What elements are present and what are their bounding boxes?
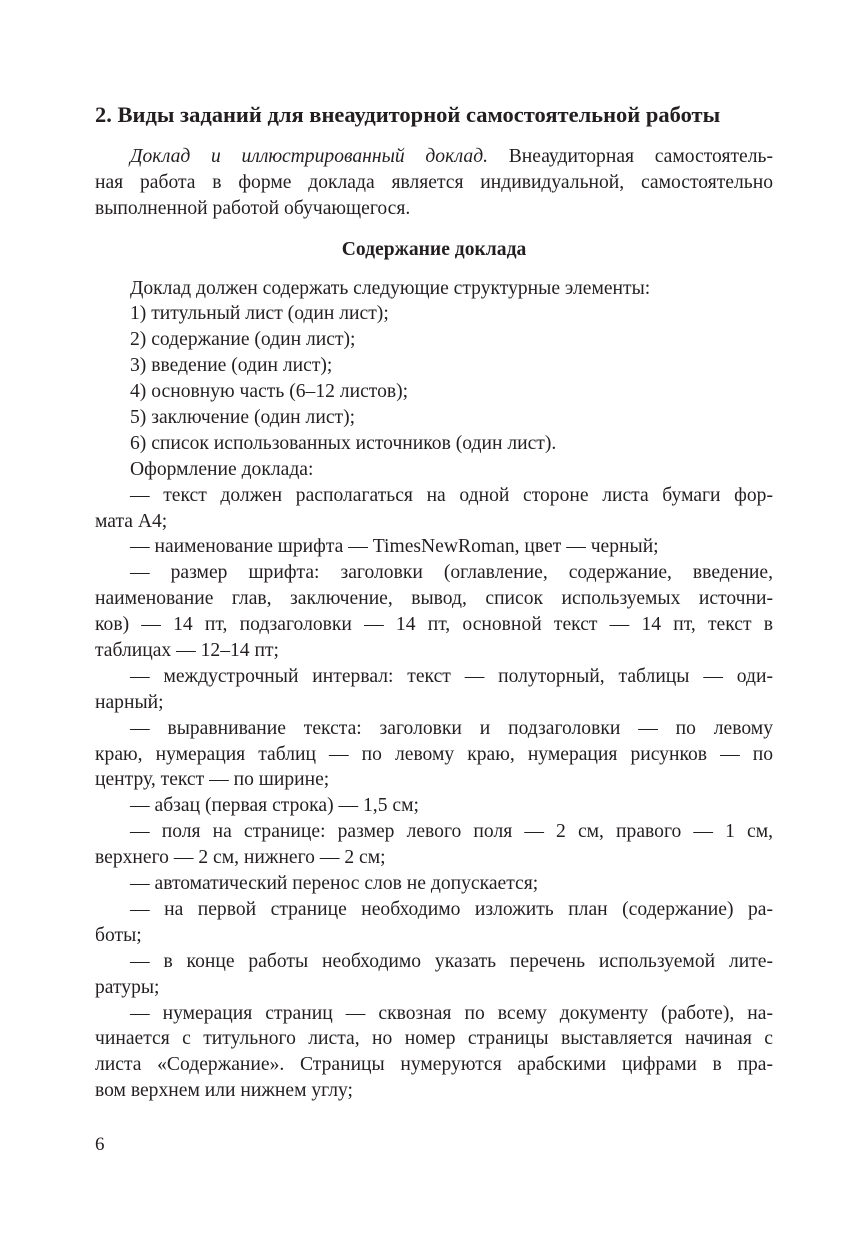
- text-line: листа «Содержание». Страницы нумеруются арабскими цифрами в пра-: [95, 1054, 773, 1076]
- text-line: Доклад должен содержать следующие структурные элементы:: [130, 277, 651, 299]
- content-lines: [95, 276, 773, 1105]
- text-line: 3) введение (один лист);: [130, 355, 333, 377]
- text-line: ков) — 14 пт, подзаголовки — 14 пт, основной текст — 14 пт, текст в: [95, 614, 773, 636]
- intro-line: [95, 144, 773, 170]
- text-line: — автоматический перенос слов не допускается;: [130, 873, 539, 895]
- text-line: ратуры;: [95, 976, 160, 998]
- text-line: таблицах — 12–14 пт;: [95, 640, 279, 662]
- text-line: вом верхнем или нижнем углу;: [95, 1080, 353, 1102]
- text-line: 6) список использованных источников (один лист).: [130, 432, 557, 454]
- text-line: 1) титульный лист (один лист);: [130, 303, 389, 325]
- text-line: краю, нумерация таблиц — по левому краю, нумерация рисунков — по: [95, 743, 773, 765]
- intro-line: выполненной работой обучающегося.: [95, 197, 411, 219]
- section-heading: 2. Виды заданий для внеаудиторной самостоятельной работы: [95, 102, 721, 127]
- text-line: наименование глав, заключение, вывод, список используемых источни-: [95, 588, 773, 610]
- text-line: Оформление доклада:: [130, 458, 314, 480]
- text-line: мата А4;: [95, 510, 168, 532]
- text-line: — на первой странице необходимо изложить план (содержание) ра-: [130, 898, 773, 920]
- intro-text: Внеаудиторная самостоятель-: [488, 146, 773, 167]
- text-line: — нумерация страниц — сквозная по всему документу (работе), на-: [130, 1002, 773, 1024]
- text-line: боты;: [95, 924, 142, 946]
- subheading: Содержание доклада: [341, 238, 527, 260]
- text-line: центру, текст — по ширине;: [95, 769, 330, 791]
- text-line: — размер шрифта: заголовки (оглавление, содержание, введение,: [130, 562, 773, 584]
- text-line: — междустрочный интервал: текст — полуторный, таблицы — оди-: [130, 665, 773, 687]
- intro-line: ная работа в форме доклада является индивидуальной, самостоятельно: [95, 171, 773, 193]
- text-line: — абзац (первая строка) — 1,5 см;: [130, 795, 419, 817]
- text-line: — выравнивание текста: заголовки и подзаголовки — по левому: [130, 717, 773, 739]
- text-line: верхнего — 2 см, нижнего — 2 см;: [95, 847, 386, 869]
- text-line: нарный;: [95, 691, 164, 713]
- intro-italic-term: Доклад и иллюстрированный доклад.: [130, 146, 489, 167]
- text-line: 5) заключение (один лист);: [130, 407, 356, 429]
- document-body: [95, 144, 773, 1104]
- text-line: чинается с титульного листа, но номер страницы выставляется начиная с: [95, 1028, 773, 1050]
- text-line: — наименование шрифта — TimesNewRoman, цвет — черный;: [130, 536, 659, 558]
- text-line: — поля на странице: размер левого поля — 2 см, правого — 1 см,: [130, 821, 773, 843]
- page-number: 6: [95, 1134, 105, 1155]
- text-line: 4) основную часть (6–12 листов);: [130, 381, 409, 403]
- text-line: — текст должен располагаться на одной стороне листа бумаги фор-: [130, 484, 773, 506]
- text-line: 2) содержание (один лист);: [130, 329, 356, 351]
- text-line: — в конце работы необходимо указать перечень используемой лите-: [130, 950, 773, 972]
